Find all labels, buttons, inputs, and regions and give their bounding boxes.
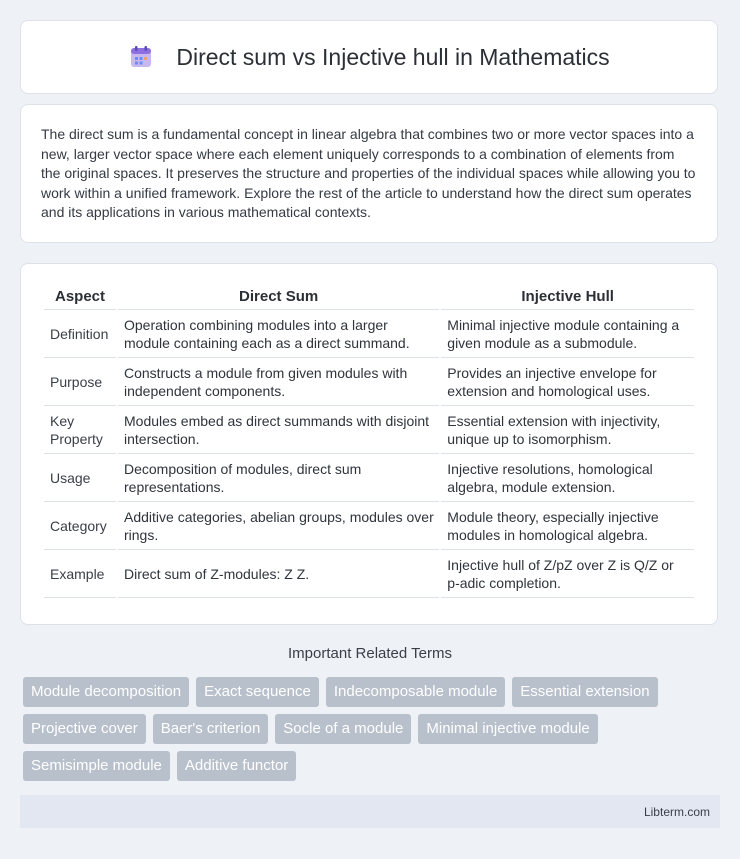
row-injective-hull: Injective resolutions, homological algebra, module extension. (441, 454, 694, 502)
row-direct-sum: Direct sum of Z-modules: Z Z. (118, 550, 439, 598)
row-injective-hull: Essential extension with injectivity, unique up to isomorphism. (441, 406, 694, 454)
related-terms-title: Important Related Terms (288, 645, 452, 662)
table-row (44, 454, 694, 502)
tag-socle-of-a-module[interactable]: Socle of a module (275, 714, 411, 744)
row-direct-sum: Decomposition of modules, direct sum representations. (118, 454, 439, 502)
table-row (44, 358, 694, 406)
row-aspect: Definition (44, 310, 116, 358)
row-aspect: Purpose (44, 358, 116, 406)
comparison-table (42, 286, 696, 598)
title-card (20, 20, 718, 94)
tag-row (23, 751, 723, 781)
tag-baers-criterion[interactable]: Baer's criterion (153, 714, 269, 744)
row-injective-hull: Provides an injective envelope for extension and homological uses. (441, 358, 694, 406)
row-direct-sum: Operation combining modules into a larger module containing each as a direct summand. (118, 310, 439, 358)
related-terms (23, 677, 723, 788)
header-injective-hull: Injective Hull (441, 286, 694, 310)
row-aspect: Category (44, 502, 116, 550)
header-direct-sum: Direct Sum (118, 286, 439, 310)
row-injective-hull: Injective hull of Z/pZ over Z is Q/Z or p-adic completion. (441, 550, 694, 598)
intro-paragraph: The direct sum is a fundamental concept in linear algebra that combines two or more vector spaces into a new, larger vector space where each element uniquely corresponds to a combination of elements from the original spaces. It preserves the structure and properties of the individual spaces while allowing you to work within a unified framework. Explore the rest of the article to understand how the direct sum operates and its applications in various mathematical contexts. (41, 126, 696, 221)
footer-brand[interactable]: Libterm.com (643, 804, 710, 819)
calendar-icon (128, 44, 154, 70)
tag-indecomposable-module[interactable]: Indecomposable module (326, 677, 505, 707)
table-header-row (44, 286, 694, 310)
page-title: Direct sum vs Injective hull in Mathematics (176, 43, 610, 70)
row-injective-hull: Module theory, especially injective modules in homological algebra. (441, 502, 694, 550)
row-aspect: Example (44, 550, 116, 598)
footer (20, 795, 720, 828)
table-row (44, 550, 694, 598)
tag-additive-functor[interactable]: Additive functor (177, 751, 296, 781)
row-direct-sum: Additive categories, abelian groups, modules over rings. (118, 502, 439, 550)
row-aspect: Key Property (44, 406, 116, 454)
table-row (44, 406, 694, 454)
row-direct-sum: Modules embed as direct summands with disjoint intersection. (118, 406, 439, 454)
tag-exact-sequence[interactable]: Exact sequence (196, 677, 319, 707)
tag-essential-extension[interactable]: Essential extension (512, 677, 657, 707)
table-row (44, 310, 694, 358)
comparison-card (20, 263, 718, 625)
tag-module-decomposition[interactable]: Module decomposition (23, 677, 189, 707)
tag-minimal-injective-module[interactable]: Minimal injective module (418, 714, 597, 744)
table-row (44, 502, 694, 550)
tag-projective-cover[interactable]: Projective cover (23, 714, 146, 744)
tag-semisimple-module[interactable]: Semisimple module (23, 751, 170, 781)
header-aspect: Aspect (44, 286, 116, 310)
row-direct-sum: Constructs a module from given modules with independent components. (118, 358, 439, 406)
tag-row (23, 677, 723, 707)
row-injective-hull: Minimal injective module containing a given module as a submodule. (441, 310, 694, 358)
row-aspect: Usage (44, 454, 116, 502)
intro-card (20, 104, 718, 243)
tag-row (23, 714, 723, 744)
